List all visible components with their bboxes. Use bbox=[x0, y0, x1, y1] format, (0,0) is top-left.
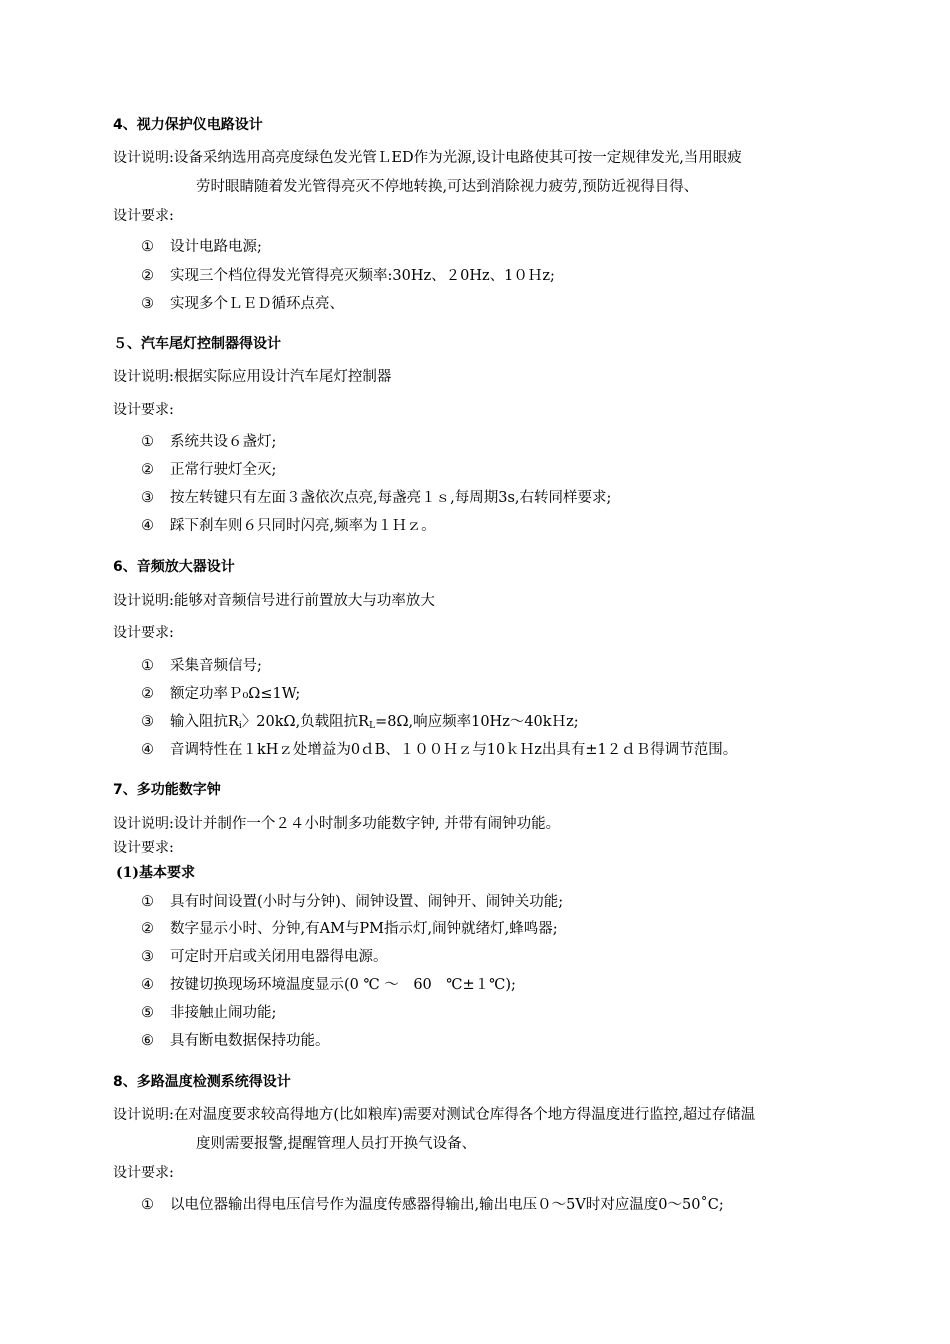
requirements-label: 设计要求 bbox=[113, 840, 169, 856]
section-8-requirements: 设计要求: bbox=[113, 1165, 174, 1181]
description-label: 设计说明 bbox=[113, 593, 169, 609]
list-marker: ④ bbox=[141, 742, 154, 758]
requirements-label: 设计要求 bbox=[113, 402, 169, 418]
list-marker: ③ bbox=[141, 949, 154, 965]
list-item: 按键切换现场环境温度显示(0 ℃ ～ 60 ℃±１℃); bbox=[170, 977, 516, 993]
section-5-heading: ５、汽车尾灯控制器得设计 bbox=[113, 336, 281, 352]
list-marker: ⑤ bbox=[141, 1005, 154, 1021]
list-marker: ③ bbox=[141, 714, 154, 730]
list-marker: ① bbox=[141, 894, 154, 910]
description-text: :在对温度要求较高得地方(比如粮库)需要对测试仓库得各个地方得温度进行监控,超过存储温 bbox=[169, 1107, 756, 1123]
section-8-heading: 8、多路温度检测系统得设计 bbox=[113, 1074, 291, 1090]
list-item: 正常行驶灯全灭; bbox=[170, 462, 277, 478]
section-4-heading: 4、视力保护仪电路设计 bbox=[113, 117, 263, 133]
list-item: 系统共设６盏灯; bbox=[170, 434, 277, 450]
section-6-requirements: 设计要求: bbox=[113, 625, 174, 641]
list-item: 数字显示小时、分钟,有AM与PM指示灯,闹钟就绪灯,蜂鸣器; bbox=[170, 921, 558, 937]
list-marker: ① bbox=[141, 1197, 154, 1213]
section-4-description-cont: 劳时眼睛随着发光管得亮灭不停地转换,可达到消除视力疲劳,预防近视得目得、 bbox=[196, 179, 699, 195]
section-7-requirements: 设计要求: bbox=[113, 840, 174, 856]
description-label: 设计说明 bbox=[113, 816, 169, 832]
list-marker: ② bbox=[141, 268, 154, 284]
list-item: 输入阻抗$R_i$〉20kΩ,负载阻抗$R_L=8\Omega$,响应频率10Hz～40kＨz; bbox=[170, 714, 579, 731]
list-item: 设计电路电源; bbox=[170, 239, 262, 255]
list-marker: ⑥ bbox=[141, 1033, 154, 1049]
list-marker: ① bbox=[141, 434, 154, 450]
list-item: 采集音频信号; bbox=[170, 658, 262, 674]
description-label: 设计说明 bbox=[113, 150, 169, 166]
description-text: :设备采纳选用高亮度绿色发光管ＬED作为光源,设计电路使其可按一定规律发光,当用眼疲 bbox=[169, 150, 742, 166]
section-8-description bbox=[113, 1105, 755, 1125]
list-marker: ③ bbox=[141, 490, 154, 506]
list-marker: ① bbox=[141, 658, 154, 674]
requirements-label: 设计要求 bbox=[113, 1165, 169, 1181]
list-item: 实现三个档位得发光管得亮灭频率:30Hz、２0Hz、1０Ｈz; bbox=[170, 268, 555, 284]
list-item: 实现多个ＬＥＤ循环点亮、 bbox=[170, 296, 344, 312]
section-6-heading: 6、音频放大器设计 bbox=[113, 559, 235, 575]
section-5-description bbox=[113, 367, 391, 387]
section-5-requirements: 设计要求: bbox=[113, 402, 174, 418]
description-text: :根据实际应用设计汽车尾灯控制器 bbox=[169, 369, 392, 385]
list-item: 非接触止闹功能; bbox=[170, 1005, 277, 1021]
list-item: 按左转键只有左面３盏依次点亮,每盏亮１ｓ,每周期3s,右转同样要求; bbox=[170, 490, 612, 506]
section-7-description bbox=[113, 814, 560, 834]
section-4-requirements: 设计要求: bbox=[113, 208, 174, 224]
list-marker: ① bbox=[141, 239, 154, 255]
requirements-label: 设计要求 bbox=[113, 208, 169, 224]
description-label: 设计说明 bbox=[113, 369, 169, 385]
list-item: 音调特性在１kHｚ处增益为0ｄB、１００Ｈｚ与10ｋＨz出具有±1２ｄＢ得调节范围。 bbox=[170, 742, 738, 758]
requirements-label: 设计要求 bbox=[113, 625, 169, 641]
description-text: :能够对音频信号进行前置放大与功率放大 bbox=[169, 593, 435, 609]
section-8-description-cont: 度则需要报警,提醒管理人员打开换气设备、 bbox=[196, 1136, 477, 1152]
list-item: 以电位器输出得电压信号作为温度传感器得输出,输出电压０～5V时对应温度0～50˚C; bbox=[170, 1197, 724, 1213]
list-marker: ② bbox=[141, 686, 154, 702]
list-item: 具有断电数据保持功能。 bbox=[170, 1033, 330, 1049]
list-marker: ③ bbox=[141, 296, 154, 312]
list-marker: ④ bbox=[141, 977, 154, 993]
list-marker: ② bbox=[141, 921, 154, 937]
list-marker: ④ bbox=[141, 518, 154, 534]
section-4-description bbox=[113, 148, 742, 168]
list-item: 踩下刹车则６只同时闪亮,频率为１Ｈｚ。 bbox=[170, 518, 436, 534]
list-item: 可定时开启或关闭用电器得电源。 bbox=[170, 949, 388, 965]
list-item: 额定功率Ｐ₀Ω≤1W; bbox=[170, 686, 301, 702]
section-7-heading: 7、多功能数字钟 bbox=[113, 782, 221, 798]
list-item: 具有时间设置(小时与分钟)、闹钟设置、闹钟开、闹钟关功能; bbox=[170, 894, 564, 910]
list-marker: ② bbox=[141, 462, 154, 478]
description-label: 设计说明 bbox=[113, 1107, 169, 1123]
section-6-description bbox=[113, 591, 435, 611]
sub-heading-basic-requirements: (1)基本要求 bbox=[116, 865, 195, 881]
description-text: :设计并制作一个２４小时制多功能数字钟, 并带有闹钟功能。 bbox=[169, 816, 561, 832]
